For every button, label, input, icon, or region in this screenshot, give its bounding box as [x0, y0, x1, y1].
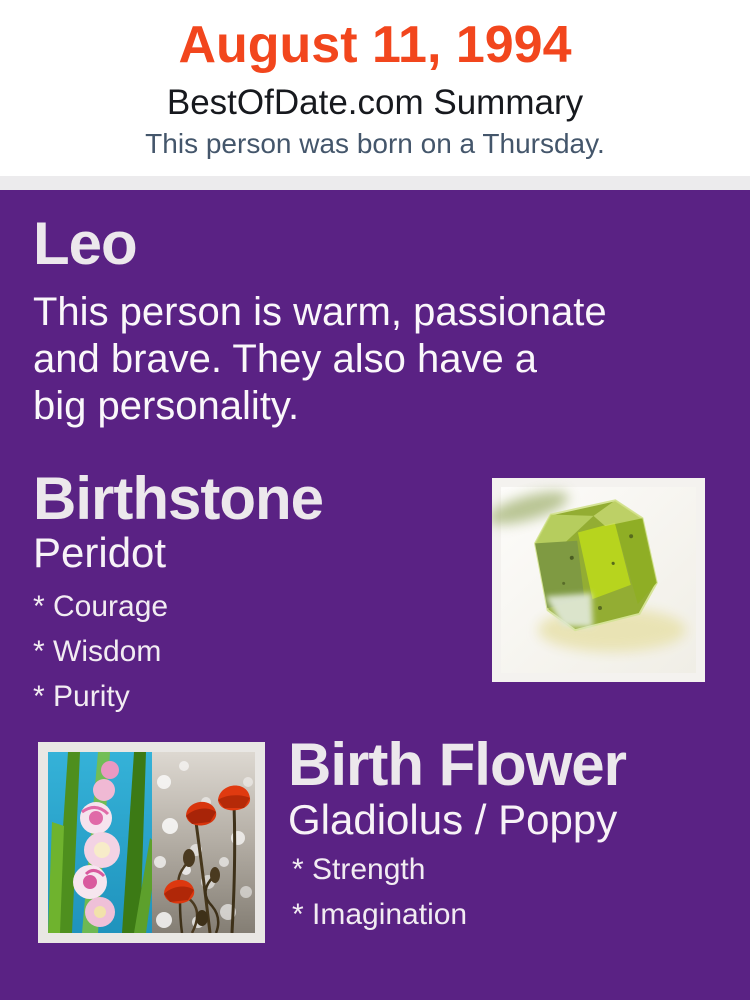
zodiac-description-line: and brave. They also have a: [33, 337, 538, 381]
birthstone-trait: * Courage: [33, 590, 169, 623]
gladiolus-poppy-photo: [38, 742, 265, 943]
birth-flower-name: Gladiolus / Poppy: [288, 796, 618, 843]
birthstone-trait: * Wisdom: [33, 635, 162, 668]
peridot-gemstone-photo: [492, 478, 705, 682]
zodiac-sign-heading: Leo: [33, 210, 137, 277]
birthstone-traits: [33, 584, 168, 719]
birth-flower-trait: * Strength: [292, 853, 426, 886]
zodiac-description-line: This person is warm, passionate: [33, 290, 607, 334]
weekday-note: This person was born on a Thursday.: [145, 128, 605, 159]
birthstone-name: Peridot: [33, 529, 167, 576]
purple-body: [0, 190, 750, 1000]
birth-flower-traits: [292, 847, 467, 937]
birthstone-trait: * Purity: [33, 680, 130, 713]
site-summary-subtitle: BestOfDate.com Summary: [166, 83, 584, 122]
header-divider: [0, 176, 750, 190]
birth-flower-trait: * Imagination: [292, 898, 468, 931]
birthstone-heading: Birthstone: [33, 465, 323, 532]
zodiac-description: [33, 289, 607, 430]
zodiac-description-line: big personality.: [33, 384, 300, 428]
page-title-date: August 11, 1994: [178, 16, 572, 74]
birth-flower-heading: Birth Flower: [288, 731, 627, 798]
